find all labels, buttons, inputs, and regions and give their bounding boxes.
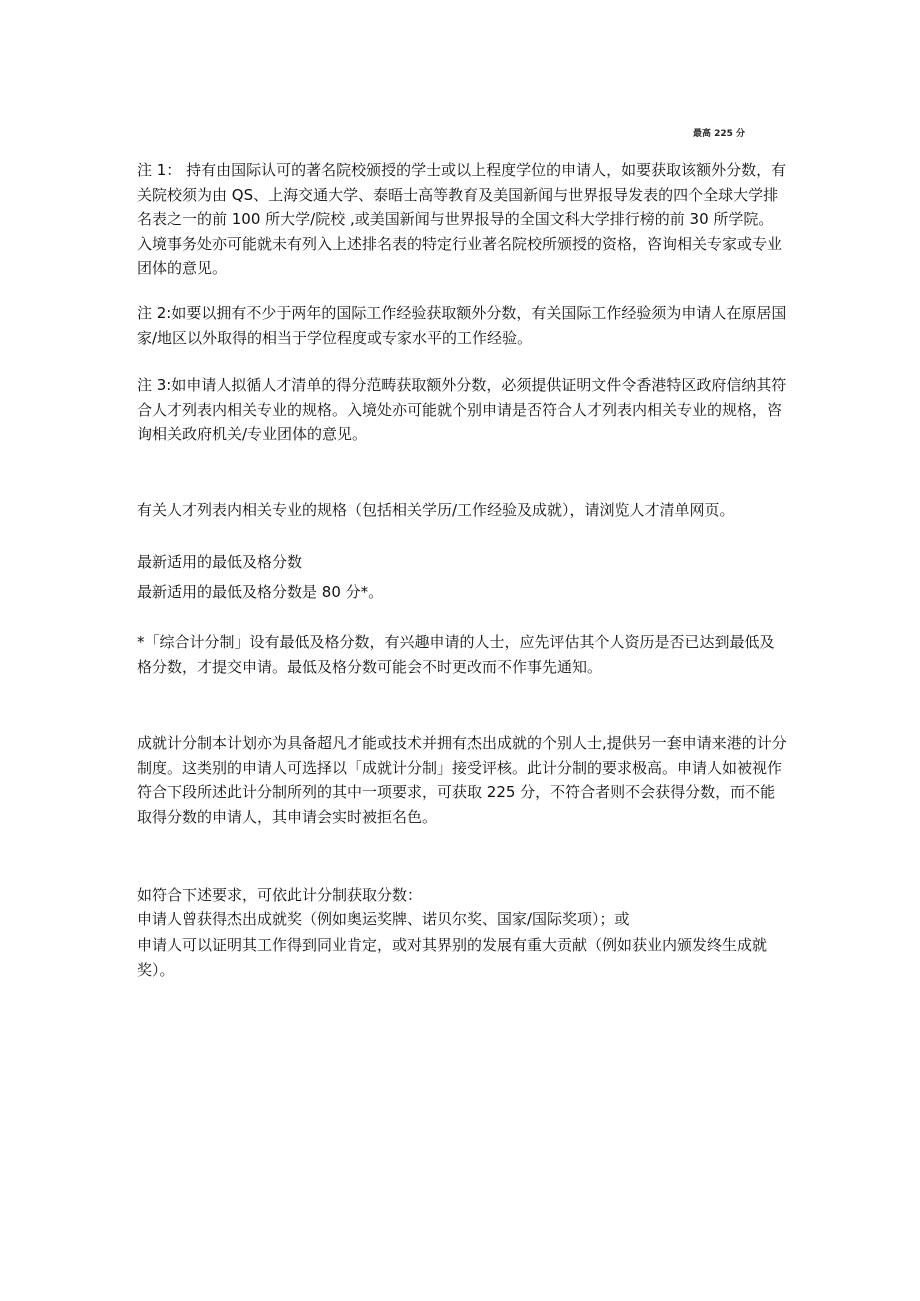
criteria-item-2: 申请人可以证明其工作得到同业肯定，或对其界别的发展有重大贡献（例如获业内颁发终生成就奖）。 xyxy=(137,936,768,979)
minimum-score-title: 最新适用的最低及格分数 xyxy=(137,553,303,571)
minimum-score-text: 最新适用的最低及格分数是 80 分*。 xyxy=(137,583,384,601)
criteria-item-1: 申请人曾获得杰出成就奖（例如奥运奖牌、诺贝尔奖、国家/国际奖项）；或 xyxy=(137,910,630,928)
talent-list-info: 有关人才列表内相关专业的规格（包括相关学历/工作经验及成就），请浏览人才清单网页。 xyxy=(137,501,735,519)
note-3-paragraph: 注 3:如申请人拟循人才清单的得分范畴获取额外分数，必须提供证明文件令香港特区政府信纳其符合人才列表内相关专业的规格。入境处亦可能就个别申请是否符合人才列表内相关专业的规格，咨询相关政府机关/专业团体的意见。 xyxy=(137,376,787,443)
max-score-label: 最高 225 分 xyxy=(693,129,746,139)
note-2-paragraph: 注 2:如要以拥有不少于两年的国际工作经验获取额外分数，有关国际工作经验须为申请人在原居国家/地区以外取得的相当于学位程度或专家水平的工作经验。 xyxy=(137,304,787,347)
achievement-test-intro: 成就计分制本计划亦为具备超凡才能或技术并拥有杰出成就的个别人士,提供另一套申请来港的计分制度。这类别的申请人可选择以「成就计分制」接受评核。此计分制的要求极高。申请人如被视作符合下段所述此计分制所列的其中一项要求，可获取 225 分，不符合者则不会获得分数，而不能取得分数的申请人，其申请会实时被拒名色。 xyxy=(137,734,787,826)
note-1-paragraph: 注 1： 持有由国际认可的著名院校颁授的学士或以上程度学位的申请人，如要获取该额外分数，有关院校须为由 QS、上海交通大学、泰晤士高等教育及美国新闻与世界报导发表的四个全球大学排名表之一的前 100 所大学/院校 ,或美国新闻与世界报导的全国文科大学排行榜的前 30 所学院。入境事务处亦可能就未有列入上述排名表的特定行业著名院校所颁授的资格，咨询相关专家或专业团体的意见。 xyxy=(137,161,787,277)
criteria-title: 如符合下述要求，可依此计分制获取分数： xyxy=(137,886,423,904)
minimum-score-footnote: *「综合计分制」设有最低及格分数，有兴趣申请的人士，应先评估其个人资历是否已达到最低及格分数，才提交申请。最低及格分数可能会不时更改而不作事先通知。 xyxy=(137,633,775,676)
